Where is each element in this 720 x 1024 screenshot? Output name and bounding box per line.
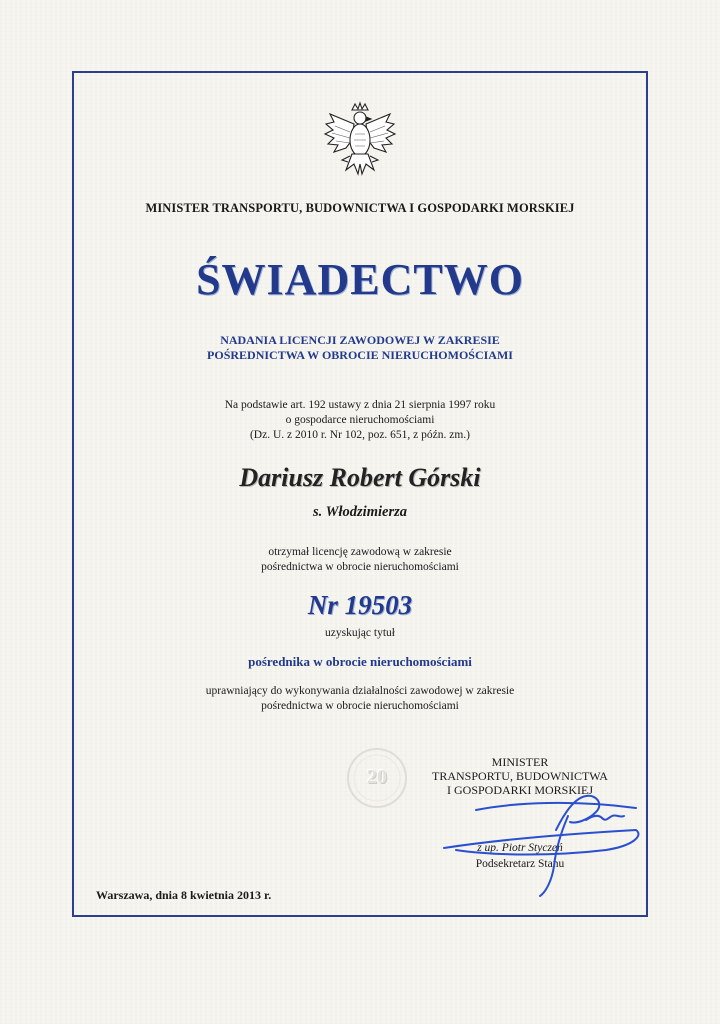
holder-name: Dariusz Robert Górski [239, 463, 481, 492]
license-statement-line: otrzymał licencję zawodową w zakresie [268, 546, 452, 558]
legal-basis-line: (Dz. U. z 2010 r. Nr 102, poz. 651, z późn. zm.) [249, 429, 471, 441]
certificate-title: ŚWIADECTWO [196, 255, 524, 304]
signatory-title-line: I GOSPODARKI MORSKIEJ [446, 783, 593, 797]
license-statement-line: pośrednictwa w obrocie nieruchomościami [261, 561, 459, 573]
place-and-date: Warszawa, dnia 8 kwietnia 2013 r. [96, 888, 272, 902]
signatory-title-line: MINISTER [491, 755, 549, 769]
legal-basis-line: Na podstawie art. 192 ustawy z dnia 21 sierpnia 1997 roku [224, 399, 496, 411]
legal-basis-line: o gospodarce nieruchomościami [285, 414, 435, 426]
issuing-authority: MINISTER TRANSPORTU, BUDOWNICTWA I GOSPODARKI MORSKIEJ [145, 201, 575, 215]
entitlement-statement [72, 684, 648, 714]
license-number: Nr 19503 [307, 590, 413, 620]
signatory-name: z up. Piotr Styczeń [477, 842, 563, 854]
signatory-role: Podsekretarz Stanu [475, 858, 565, 870]
entitlement-line: pośrednictwa w obrocie nieruchomościami [261, 700, 459, 712]
certificate-subtitle [72, 333, 648, 363]
professional-title: pośrednika w obrocie nieruchomościami [248, 654, 472, 669]
polish-eagle-icon [322, 100, 398, 184]
handwritten-signature [436, 790, 646, 900]
subtitle-line: POŚREDNICTWA W OBROCIE NIERUCHOMOŚCIAMI [207, 348, 513, 362]
license-statement [72, 545, 648, 575]
legal-basis [72, 398, 648, 443]
signatory-title-line: TRANSPORTU, BUDOWNICTWA [432, 769, 608, 783]
subtitle-line: NADANIA LICENCJI ZAWODOWEJ W ZAKRESIE [220, 333, 500, 347]
entitlement-line: uprawniający do wykonywania działalności zawodowej w zakresie [205, 685, 515, 697]
seal-text: 20 [367, 766, 387, 788]
obtaining-text: uzyskując tytuł [325, 627, 395, 639]
holder-patronymic: s. Włodzimierza [312, 504, 407, 520]
